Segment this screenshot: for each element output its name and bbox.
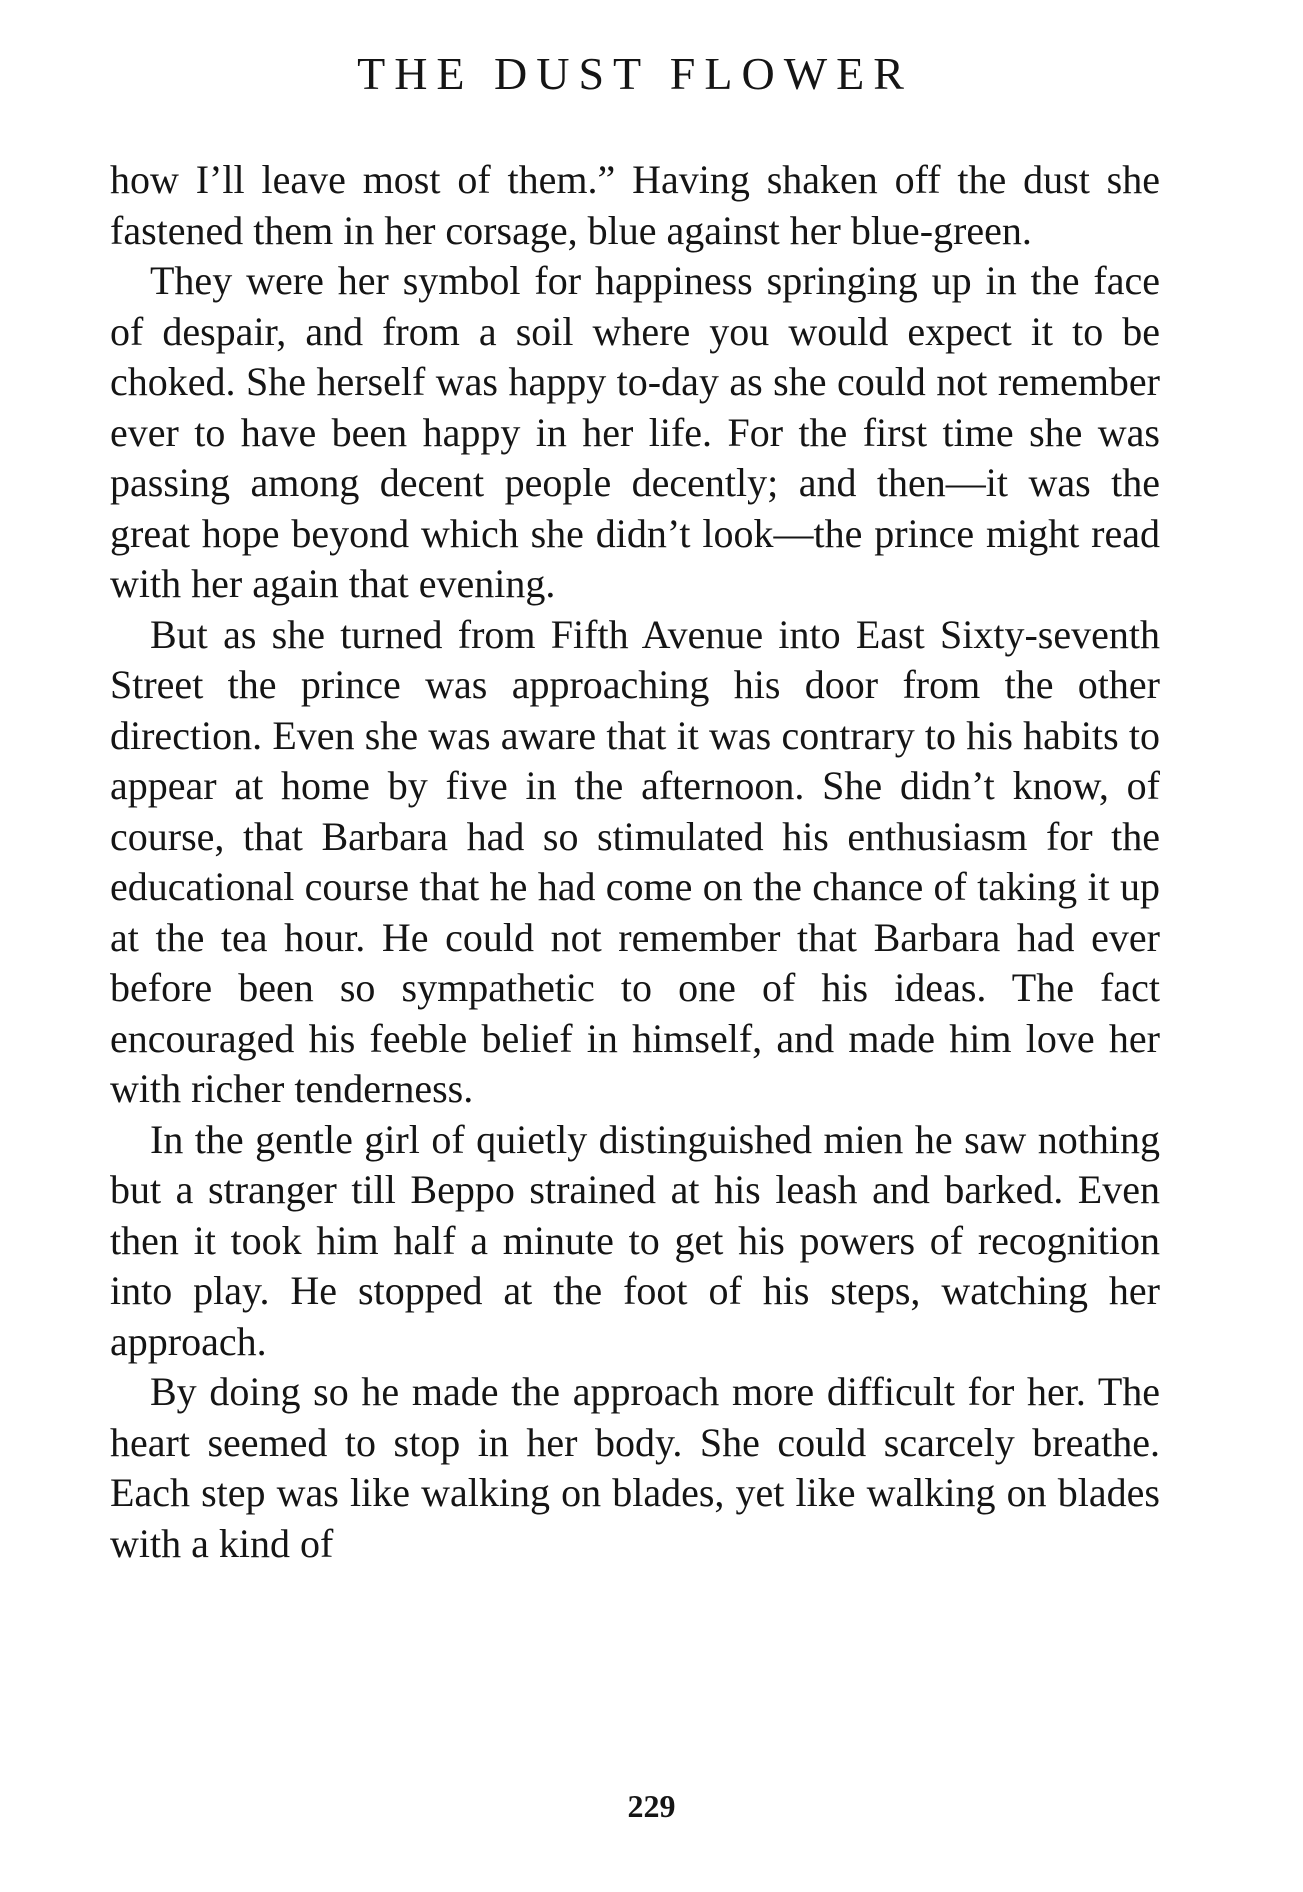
running-head-title: THE DUST FLOWER [357,48,913,99]
paragraph: In the gentle girl of quietly distinguished mien he saw nothing but a stranger till Beppo strained at his leash and barked. Even then it took him half a minute to get his powers of recognition into play. He stopped at the foot of his steps, watching her approach. [110,1116,1160,1364]
paragraph: By doing so he made the approach more difficult for her. The heart seemed to stop in her body. She could scarcely breathe. Each step was like walking on blades, yet like walking on blades with a kind of [110,1369,1160,1566]
page-number: 229 [627,1788,676,1824]
paragraph-continuation: how I’ll leave most of them.” Having shaken off the dust she fastened them in her corsage, blue against her blue-green. [110,157,1160,253]
paragraph: They were her symbol for happiness springing up in the face of despair, and from a soil where you would expect it to be choked. She herself was happy to-day as she could not remember ever to have been happy in her life. For the first time she was passing among decent people decently; and then—it was the great hope beyond which she didn’t look—the prince might read with her again that evening. [110,258,1160,606]
body-text [110,155,1160,1569]
paragraph: But as she turned from Fifth Avenue into East Sixty-seventh Street the prince was approaching his door from the other direction. Even she was aware that it was contrary to his habits to appear at home by five in the afternoon. She didn’t know, of course, that Barbara had so stimulated his enthusiasm for the educational course that he had come on the chance of taking it up at the tea hour. He could not remember that Barbara had ever before been so sympathetic to one of his ideas. The fact encouraged his feeble belief in himself, and made him love her with richer tenderness. [110,611,1160,1111]
